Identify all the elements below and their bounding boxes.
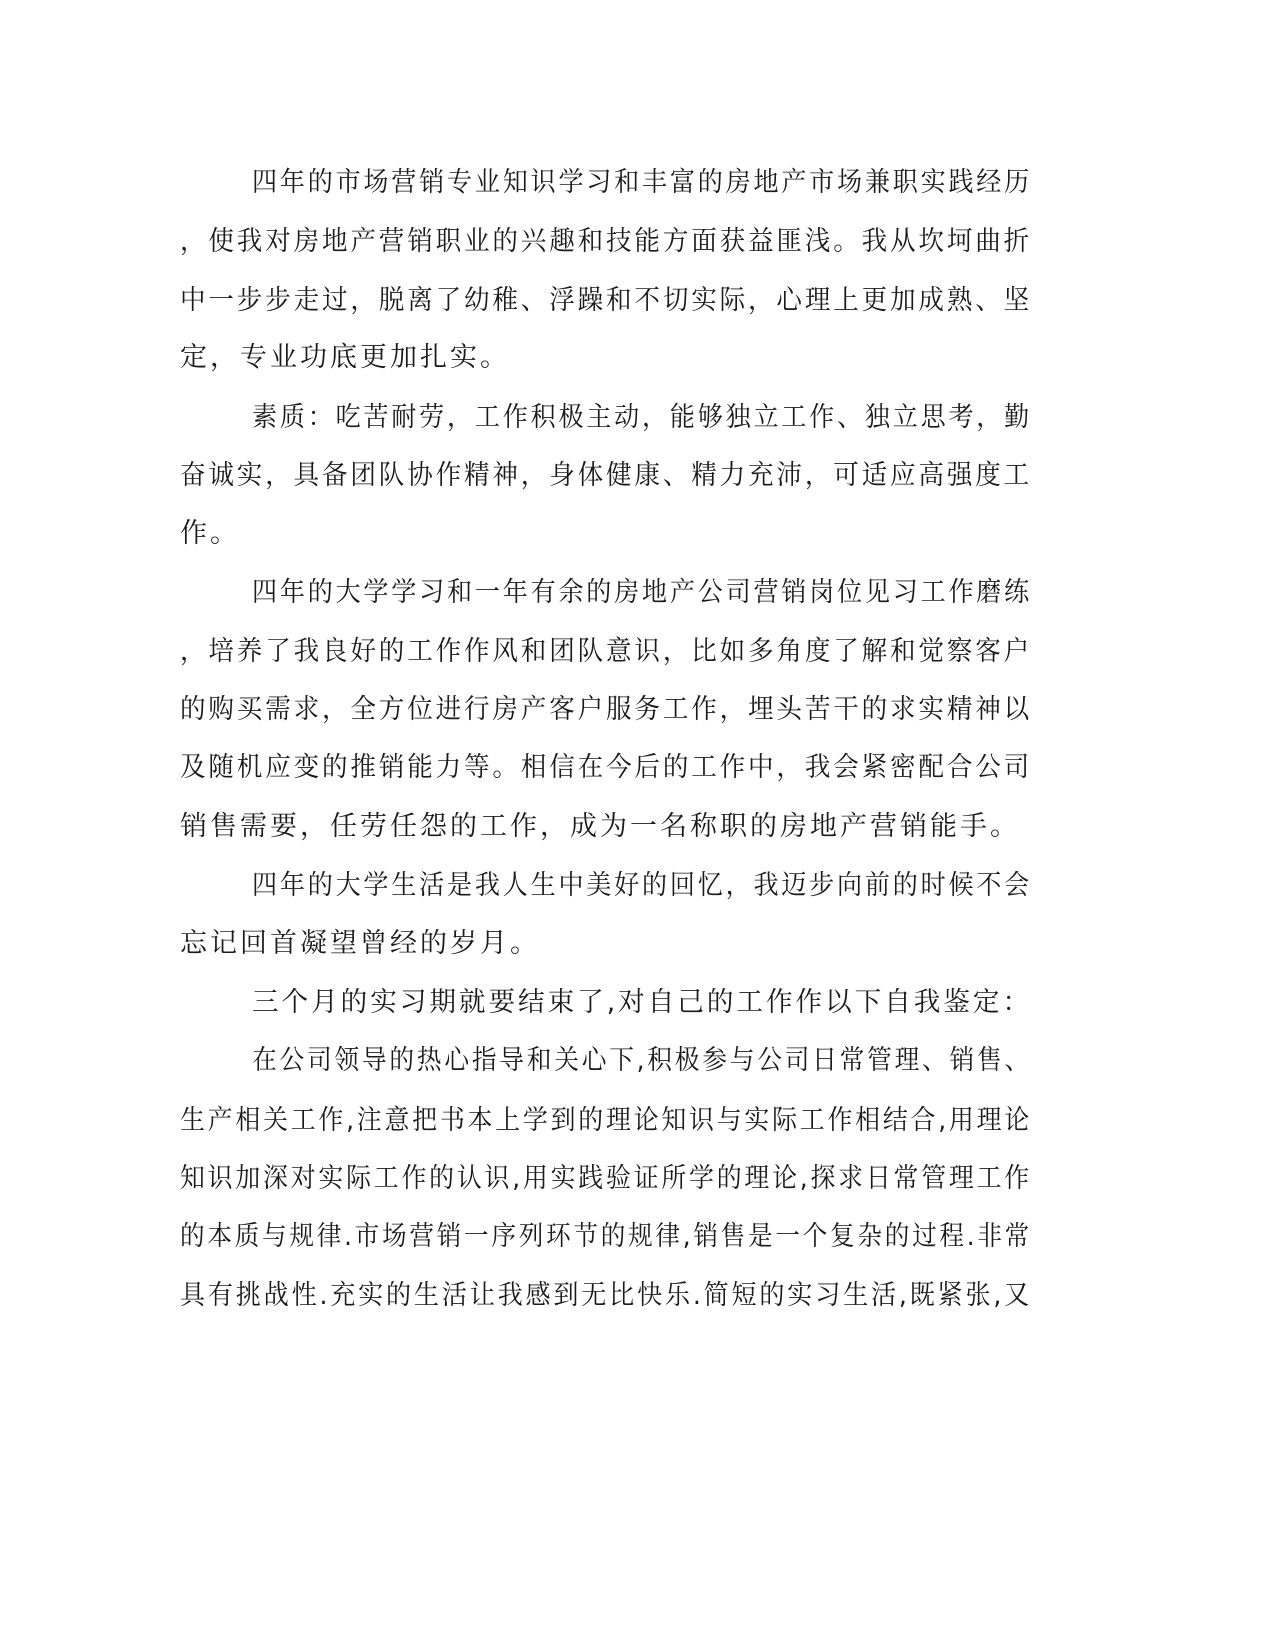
text-line-content: 及随机应变的推销能力等。相信在今后的工作中，我会紧密配合公司 <box>180 752 1033 783</box>
text-line-content: 销售需要，任劳任怨的工作，成为一名称职的房地产营销能手。 <box>180 811 1020 842</box>
text-line-content: 作。 <box>180 518 240 549</box>
text-line <box>0 690 1275 730</box>
text-line <box>0 1159 1275 1199</box>
text-line <box>0 1041 1275 1081</box>
text-line-content: 三个月的实习期就要结束了,对自己的工作作以下自我鉴定： <box>252 987 1033 1018</box>
text-line <box>0 338 1275 378</box>
text-line-content: 定，专业功底更加扎实。 <box>180 342 510 373</box>
text-line-content: 生产相关工作,注意把书本上学到的理论知识与实际工作相结合,用理论 <box>180 1105 1032 1136</box>
text-line-content: 在公司领导的热心指导和关心下,积极参与公司日常管理、销售、 <box>252 1045 1032 1076</box>
text-line-content: 中一步步走过，脱离了幼稚、浮躁和不切实际，心理上更加成熟、坚 <box>180 285 1033 316</box>
text-line <box>0 573 1275 613</box>
text-line <box>0 222 1275 262</box>
text-line <box>0 456 1275 496</box>
text-line-content: 素质：吃苦耐劳，工作积极主动，能够独立工作、独立思考，勤 <box>252 402 1033 433</box>
text-line-content: 忘记回首凝望曾经的岁月。 <box>180 928 540 959</box>
text-line <box>0 1217 1275 1257</box>
text-line-content: ，培养了我良好的工作作风和团队意识，比如多角度了解和觉察客户 <box>180 636 1033 667</box>
text-line <box>0 1276 1275 1316</box>
text-line <box>0 281 1275 321</box>
text-line-content: 四年的市场营销专业知识学习和丰富的房地产市场兼职实践经历 <box>252 167 1033 198</box>
text-line-content: 知识加深对实际工作的认识,用实践验证所学的理论,探求日常管理工作 <box>180 1163 1032 1194</box>
text-line <box>0 398 1275 438</box>
text-line <box>0 866 1275 906</box>
text-line <box>0 983 1275 1023</box>
text-line <box>0 163 1275 203</box>
text-line-content: 的本质与规律.市场营销一序列环节的规律,销售是一个复杂的过程.非常 <box>180 1221 1033 1252</box>
text-line-content: 的购买需求，全方位进行房产客户服务工作，埋头苦干的求实精神以 <box>180 694 1033 725</box>
text-line <box>0 514 1275 554</box>
text-line-content: ，使我对房地产营销职业的兴趣和技能方面获益匪浅。我从坎坷曲折 <box>180 226 1033 257</box>
text-line <box>0 1101 1275 1141</box>
text-line <box>0 748 1275 788</box>
text-line <box>0 632 1275 672</box>
text-line-content: 具有挑战性.充实的生活让我感到无比快乐.简短的实习生活,既紧张,又 <box>180 1280 1033 1311</box>
text-line <box>0 924 1275 964</box>
text-line-content: 四年的大学学习和一年有余的房地产公司营销岗位见习工作磨练 <box>252 577 1033 608</box>
text-line-content: 奋诚实，具备团队协作精神，身体健康、精力充沛，可适应高强度工 <box>180 460 1033 491</box>
text-line-content: 四年的大学生活是我人生中美好的回忆，我迈步向前的时候不会 <box>252 870 1033 901</box>
text-line <box>0 807 1275 847</box>
